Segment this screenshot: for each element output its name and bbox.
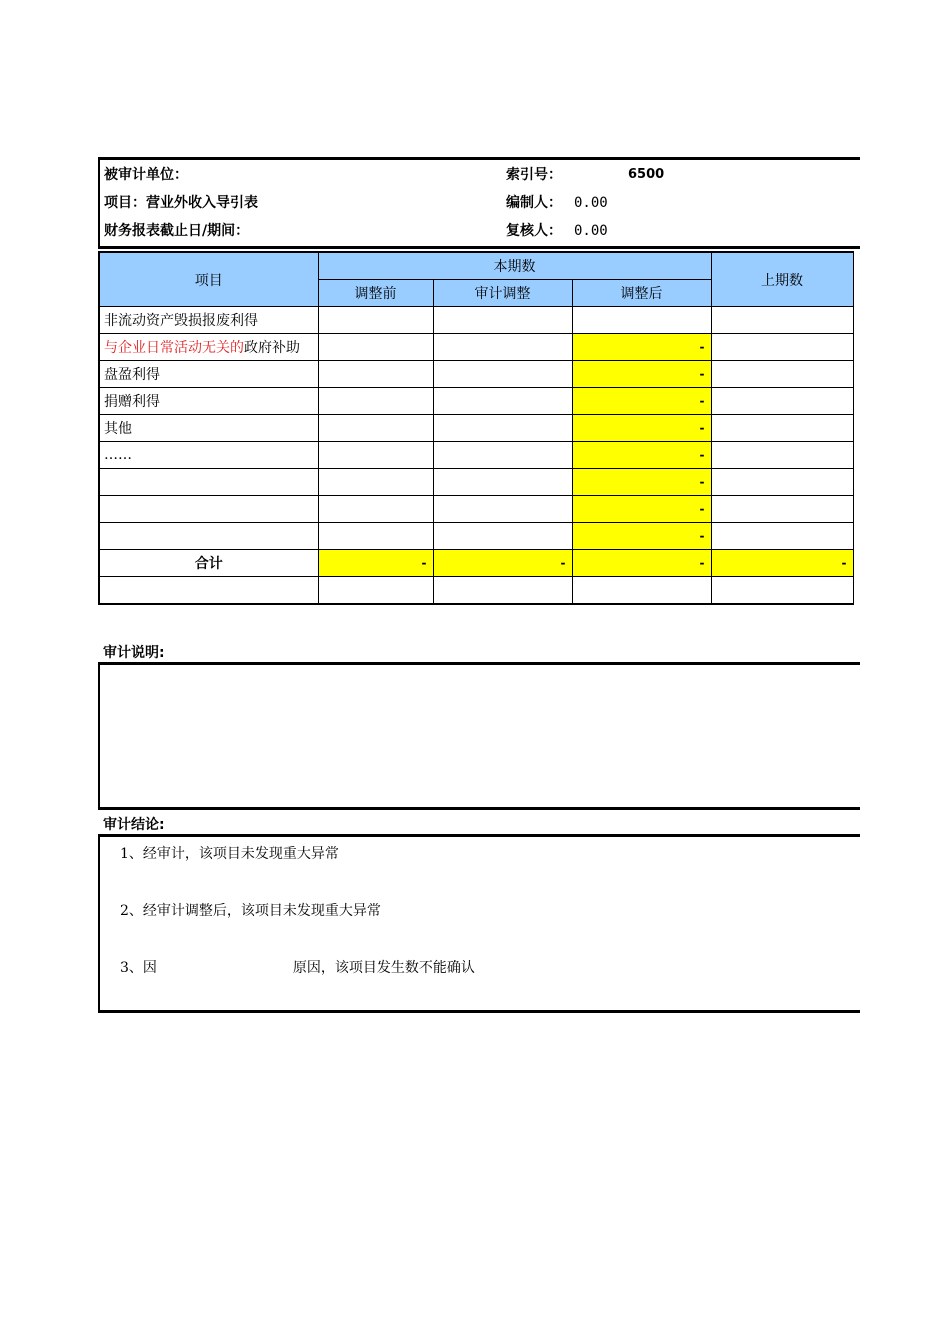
item-label: 项目：: [104, 195, 146, 211]
col-after-header: 调整后: [572, 280, 711, 307]
cell-adjust[interactable]: [433, 415, 572, 442]
cell-prior[interactable]: [711, 496, 853, 523]
table-row: [99, 307, 853, 334]
conclusion-item-2: 2、经审计调整后，该项目未发现重大异常: [120, 903, 381, 919]
total-before[interactable]: -: [318, 550, 433, 577]
row-label-red-part: 与企业日常活动无关的: [104, 340, 244, 356]
cell-after[interactable]: -: [572, 523, 711, 550]
item-value: 营业外收入导引表: [146, 195, 258, 211]
cell-adjust[interactable]: [433, 523, 572, 550]
row-label[interactable]: [99, 496, 318, 523]
blank-cell[interactable]: [572, 577, 711, 605]
cell-before[interactable]: [318, 523, 433, 550]
cell-adjust[interactable]: [433, 388, 572, 415]
blank-cell[interactable]: [433, 577, 572, 605]
cell-after[interactable]: -: [572, 469, 711, 496]
row-label[interactable]: 其他: [99, 415, 318, 442]
cell-prior[interactable]: [711, 523, 853, 550]
income-guide-table: [98, 251, 854, 605]
cell-after[interactable]: -: [572, 442, 711, 469]
total-row: [99, 550, 853, 577]
reviewer-label: 复核人：: [506, 223, 562, 239]
cell-before[interactable]: [318, 415, 433, 442]
cell-prior[interactable]: [711, 334, 853, 361]
cell-prior[interactable]: [711, 442, 853, 469]
reviewer-value: 0.00: [574, 223, 608, 239]
cell-adjust[interactable]: [433, 469, 572, 496]
cell-before[interactable]: [318, 442, 433, 469]
cell-prior[interactable]: [711, 361, 853, 388]
table-row: [99, 334, 853, 361]
table-row: [99, 415, 853, 442]
row-label[interactable]: 非流动资产毁损报废利得: [99, 307, 318, 334]
cell-after[interactable]: -: [572, 334, 711, 361]
cell-after[interactable]: [572, 307, 711, 334]
col-item-header: 项目: [99, 252, 318, 307]
blank-cell[interactable]: [711, 577, 853, 605]
table-row: [99, 496, 853, 523]
col-current-header: 本期数: [318, 252, 711, 280]
header-info-block: [98, 157, 860, 249]
cell-adjust[interactable]: [433, 361, 572, 388]
blank-cell[interactable]: [99, 577, 318, 605]
preparer-label: 编制人：: [506, 195, 562, 211]
table-row: [99, 523, 853, 550]
audited-unit-label: 被审计单位：: [104, 167, 188, 183]
preparer-value: 0.00: [574, 195, 608, 211]
index-value: 6500: [628, 167, 665, 182]
table-row: [99, 469, 853, 496]
index-label: 索引号：: [506, 167, 562, 183]
cell-adjust[interactable]: [433, 442, 572, 469]
row-label-rest: 政府补助: [244, 340, 300, 356]
item-label-group: [104, 189, 258, 217]
total-prior[interactable]: -: [711, 550, 853, 577]
cell-before[interactable]: [318, 469, 433, 496]
cell-prior[interactable]: [711, 307, 853, 334]
cell-prior[interactable]: [711, 469, 853, 496]
table-row: [99, 442, 853, 469]
row-label[interactable]: [99, 523, 318, 550]
conclusion-item-1: 1、经审计，该项目未发现重大异常: [120, 846, 339, 862]
row-label[interactable]: [99, 334, 318, 361]
period-label: 财务报表截止日/期间：: [104, 223, 250, 239]
cell-before[interactable]: [318, 361, 433, 388]
row-label[interactable]: ……: [99, 442, 318, 469]
row-label[interactable]: [99, 469, 318, 496]
conclusion-3-prefix: 3、因: [120, 960, 157, 976]
cell-prior[interactable]: [711, 388, 853, 415]
cell-after[interactable]: -: [572, 496, 711, 523]
table-row: [99, 388, 853, 415]
cell-adjust[interactable]: [433, 334, 572, 361]
audit-explanation-box[interactable]: [98, 662, 860, 810]
audit-conclusion-label: 审计结论:: [103, 817, 165, 833]
conclusion-3-suffix: 原因，该项目发生数不能确认: [292, 960, 475, 976]
cell-adjust[interactable]: [433, 496, 572, 523]
col-prior-header: 上期数: [711, 252, 853, 307]
row-label[interactable]: 盘盈利得: [99, 361, 318, 388]
cell-before[interactable]: [318, 496, 433, 523]
cell-after[interactable]: -: [572, 415, 711, 442]
cell-adjust[interactable]: [433, 307, 572, 334]
col-adjust-header: 审计调整: [433, 280, 572, 307]
blank-row: [99, 577, 853, 605]
table-header-row-1: [99, 252, 853, 280]
total-after[interactable]: -: [572, 550, 711, 577]
cell-prior[interactable]: [711, 415, 853, 442]
cell-after[interactable]: -: [572, 361, 711, 388]
col-before-header: 调整前: [318, 280, 433, 307]
blank-cell[interactable]: [318, 577, 433, 605]
cell-before[interactable]: [318, 334, 433, 361]
total-label: 合计: [99, 550, 318, 577]
table-row: [99, 361, 853, 388]
conclusion-item-3: [120, 957, 475, 977]
cell-before[interactable]: [318, 307, 433, 334]
audit-explanation-label: 审计说明:: [103, 645, 165, 661]
cell-before[interactable]: [318, 388, 433, 415]
total-adjust[interactable]: -: [433, 550, 572, 577]
row-label[interactable]: 捐赠利得: [99, 388, 318, 415]
cell-after[interactable]: -: [572, 388, 711, 415]
